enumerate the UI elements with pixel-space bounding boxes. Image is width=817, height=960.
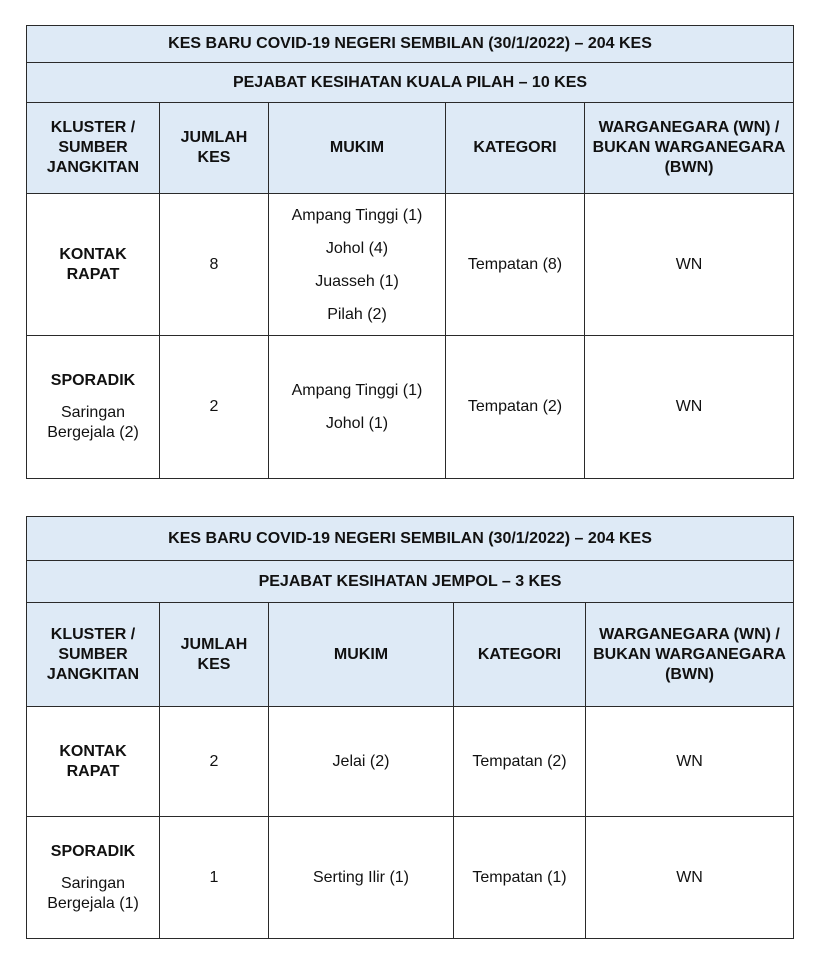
header-warganegara: WARGANEGARA (WN) / BUKAN WARGANEGARA (BWN) <box>586 603 794 707</box>
mukim-item: Serting Ilir (1) <box>312 869 410 886</box>
table-title: KES BARU COVID-19 NEGERI SEMBILAN (30/1/2022) – 204 KES <box>27 26 794 63</box>
jumlah-cell: 8 <box>160 194 269 336</box>
mukim-item: Pilah (2) <box>327 305 387 323</box>
warganegara-cell: WN <box>585 194 794 336</box>
warganegara-cell: WN <box>585 336 794 479</box>
office-title: PEJABAT KESIHATAN JEMPOL – 3 KES <box>27 561 794 603</box>
table-row <box>27 817 794 939</box>
mukim-item: Johol (1) <box>325 415 389 432</box>
mukim-cell <box>269 707 454 817</box>
kluster-sub: Saringan Bergejala (1) <box>47 874 139 912</box>
table-title: KES BARU COVID-19 NEGERI SEMBILAN (30/1/2022) – 204 KES <box>27 517 794 561</box>
header-jumlah-kes: JUMLAH KES <box>160 103 269 194</box>
kategori-cell: Tempatan (8) <box>446 194 585 336</box>
jumlah-cell: 2 <box>160 707 269 817</box>
header-kategori: KATEGORI <box>446 103 585 194</box>
header-kluster: KLUSTER / SUMBER JANGKITAN <box>27 603 160 707</box>
table-row <box>27 194 794 336</box>
kategori-cell: Tempatan (2) <box>454 707 586 817</box>
kluster-cell <box>27 707 160 817</box>
kluster-name: SPORADIK <box>50 372 136 389</box>
mukim-cell <box>269 336 446 479</box>
kategori-cell: Tempatan (1) <box>454 817 586 939</box>
warganegara-cell: WN <box>586 707 794 817</box>
jumlah-cell: 2 <box>160 336 269 479</box>
kategori-cell: Tempatan (2) <box>446 336 585 479</box>
case-table-jempol <box>26 516 794 939</box>
kluster-cell <box>27 817 160 939</box>
header-kategori: KATEGORI <box>454 603 586 707</box>
table-row <box>27 336 794 479</box>
table-row <box>27 707 794 817</box>
kluster-name: KONTAK RAPAT <box>59 742 127 780</box>
kluster-cell <box>27 194 160 336</box>
jumlah-cell: 1 <box>160 817 269 939</box>
mukim-item: Jelai (2) <box>332 753 390 770</box>
office-title: PEJABAT KESIHATAN KUALA PILAH – 10 KES <box>27 63 794 103</box>
kluster-cell <box>27 336 160 479</box>
warganegara-cell: WN <box>586 817 794 939</box>
mukim-item: Juasseh (1) <box>315 272 399 290</box>
header-mukim: MUKIM <box>269 103 446 194</box>
kluster-sub: Saringan Bergejala (2) <box>47 404 139 441</box>
header-kluster: KLUSTER / SUMBER JANGKITAN <box>27 103 160 194</box>
mukim-item: Ampang Tinggi (1) <box>291 206 423 224</box>
mukim-cell <box>269 817 454 939</box>
mukim-cell <box>269 194 446 336</box>
header-warganegara: WARGANEGARA (WN) / BUKAN WARGANEGARA (BWN) <box>585 103 794 194</box>
header-jumlah-kes: JUMLAH KES <box>160 603 269 707</box>
header-mukim: MUKIM <box>269 603 454 707</box>
mukim-item: Ampang Tinggi (1) <box>291 382 423 399</box>
case-table-kuala-pilah <box>26 25 794 479</box>
kluster-name: SPORADIK <box>50 842 136 860</box>
mukim-item: Johol (4) <box>325 239 389 257</box>
kluster-name: KONTAK RAPAT <box>59 245 127 283</box>
